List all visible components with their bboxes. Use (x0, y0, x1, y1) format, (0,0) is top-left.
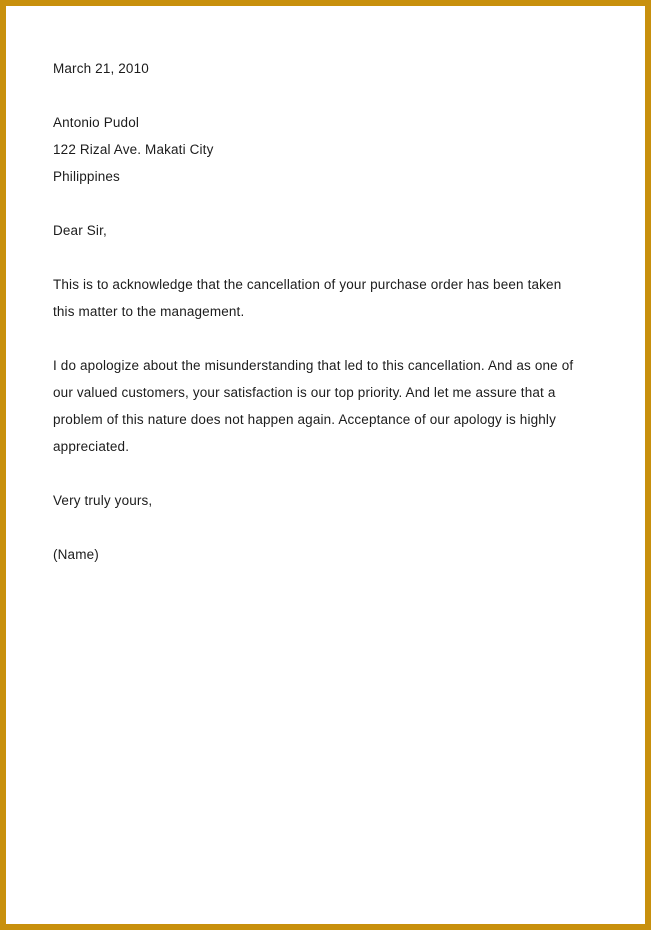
spacer-after-paragraph-1 (53, 325, 581, 352)
spacer-after-address (53, 190, 581, 217)
letter-content (53, 55, 581, 568)
recipient-country: Philippines (53, 169, 120, 184)
signature-name-placeholder: (Name) (53, 547, 99, 562)
body-paragraph-1: This is to acknowledge that the cancellation of your purchase order has been taken this matter to the management. (53, 277, 562, 319)
salutation: Dear Sir, (53, 223, 107, 238)
spacer-after-date (53, 82, 581, 109)
body-paragraph-2: I do apologize about the misunderstanding that led to this cancellation. And as one of our valued customers, your satisfaction is our top priority. And let me assure that a problem of this nature does not happen again. Acceptance of our apology is highly appreciated. (53, 358, 574, 454)
spacer-after-salutation (53, 244, 581, 271)
letter-date: March 21, 2010 (53, 61, 149, 76)
spacer-after-closing (53, 514, 581, 541)
closing-phrase: Very truly yours, (53, 493, 153, 508)
letter-sheet (6, 6, 645, 924)
spacer-after-paragraph-2 (53, 460, 581, 487)
recipient-name: Antonio Pudol (53, 115, 140, 130)
recipient-address-block (53, 109, 581, 190)
recipient-street: 122 Rizal Ave. Makati City (53, 142, 214, 157)
